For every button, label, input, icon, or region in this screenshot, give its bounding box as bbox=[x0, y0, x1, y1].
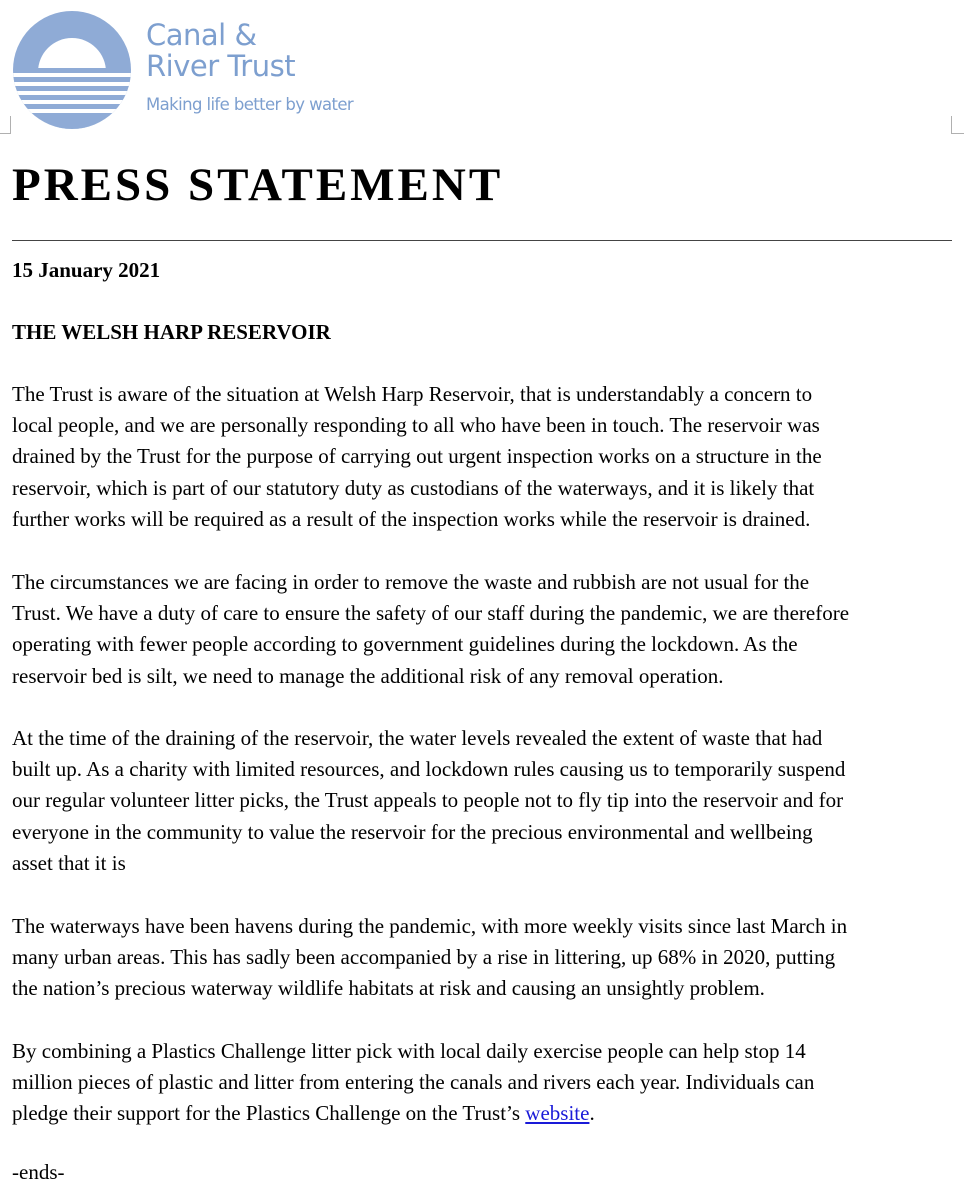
canal-river-trust-logo-icon bbox=[12, 10, 132, 130]
paragraph-5 bbox=[12, 1036, 962, 1130]
paragraph-line: million pieces of plastic and litter from entering the canals and rivers each year. Individuals can bbox=[12, 1070, 815, 1095]
paragraph-line: many urban areas. This has sadly been accompanied by a rise in littering, up 68% in 2020, putting bbox=[12, 945, 836, 970]
crop-mark-top-left-h bbox=[0, 133, 10, 134]
paragraph-line: drained by the Trust for the purpose of carrying out urgent inspection works on a structure in the bbox=[12, 444, 822, 469]
paragraph-line: local people, and we are personally responding to all who have been in touch. The reservoir was bbox=[12, 413, 820, 438]
paragraph-line: the nation’s precious waterway wildlife habitats at risk and causing an unsightly problem. bbox=[12, 976, 765, 1001]
website-link[interactable]: website bbox=[525, 1101, 590, 1126]
paragraph-line: operating with fewer people according to government guidelines during the lockdown. As the bbox=[12, 632, 798, 657]
crop-mark-top-left bbox=[10, 116, 11, 134]
paragraph-line: reservoir, which is part of our statutory duty as custodians of the waterways, and it is likely that bbox=[12, 475, 815, 500]
paragraph-line: The circumstances we are facing in order to remove the waste and rubbish are not usual for the bbox=[12, 570, 810, 594]
paragraph-line: At the time of the draining of the reservoir, the water levels revealed the extent of waste that had bbox=[12, 726, 823, 750]
title-divider bbox=[12, 240, 952, 241]
document-title: PRESS STATEMENT bbox=[12, 159, 504, 211]
statement-date: 15 January 2021 bbox=[12, 258, 161, 282]
paragraph-line: Trust. We have a duty of care to ensure the safety of our staff during the pandemic, we are therefore bbox=[12, 601, 850, 626]
paragraph-2 bbox=[12, 567, 962, 692]
paragraph-1 bbox=[12, 379, 962, 535]
paragraph-line: The Trust is aware of the situation at Welsh Harp Reservoir, that is understandably a concern to bbox=[12, 382, 813, 406]
paragraph-line: By combining a Plastics Challenge litter pick with local daily exercise people can help stop 14 bbox=[12, 1039, 806, 1063]
paragraph-line: everyone in the community to value the reservoir for the precious environmental and wellbeing bbox=[12, 819, 813, 844]
logo-wordmark bbox=[146, 20, 295, 82]
statement-heading: THE WELSH HARP RESERVOIR bbox=[12, 320, 331, 344]
paragraph-3 bbox=[12, 723, 962, 879]
paragraph-line: built up. As a charity with limited resources, and lockdown rules causing us to temporarily suspend bbox=[12, 757, 846, 782]
ends-marker: -ends- bbox=[12, 1160, 65, 1184]
logo-tagline: Making life better by water bbox=[146, 95, 354, 114]
paragraph-line: reservoir bed is silt, we need to manage the additional risk of any removal operation. bbox=[12, 663, 724, 688]
crop-mark-top-right-h bbox=[951, 133, 964, 134]
paragraph-line: asset that it is bbox=[12, 850, 126, 875]
crop-mark-top-right bbox=[951, 116, 952, 134]
paragraph-line: The waterways have been havens during the pandemic, with more weekly visits since last March in bbox=[12, 914, 848, 938]
paragraph-line: our regular volunteer litter picks, the Trust appeals to people not to fly tip into the reservoir and for bbox=[12, 788, 844, 813]
paragraph-last-line bbox=[12, 1098, 962, 1129]
paragraph-line-prefix: pledge their support for the Plastics Challenge on the Trust’s bbox=[12, 1101, 526, 1126]
paragraph-4 bbox=[12, 911, 962, 1005]
logo-name-line-2: River Trust bbox=[146, 49, 296, 83]
logo-name-line-1: Canal & bbox=[146, 18, 257, 52]
paragraph-line-suffix: . bbox=[589, 1101, 595, 1126]
paragraph-line: further works will be required as a result of the inspection works while the reservoir is drained. bbox=[12, 506, 811, 531]
